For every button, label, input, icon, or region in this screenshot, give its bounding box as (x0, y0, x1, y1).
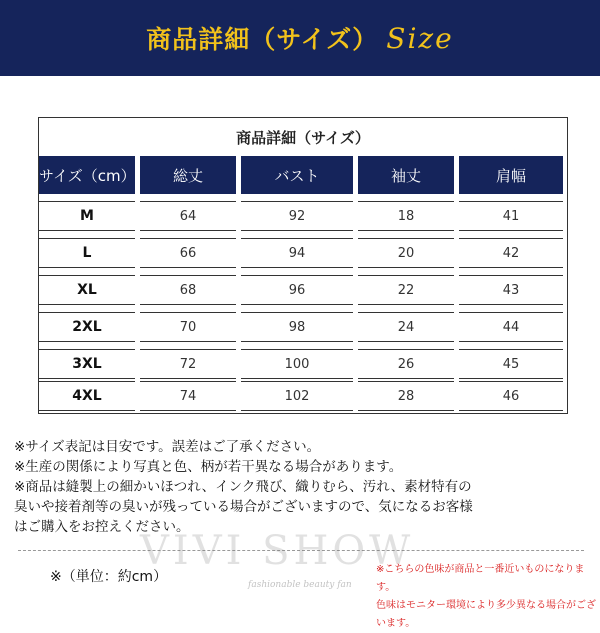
bust-value: 94 (241, 238, 353, 268)
note-line: 臭いや接着剤等の臭いが残っている場合がございますので、気になるお客様 (14, 499, 473, 515)
bust-value: 96 (241, 275, 353, 305)
notes-block (14, 437, 589, 537)
column-header-size: サイズ（cm） (39, 156, 135, 194)
note-line: ※商品は縫製上の細かいほつれ、インク飛び、織りむら、汚れ、素材特有の (14, 479, 472, 495)
bust-value: 98 (241, 312, 353, 342)
table-row (39, 381, 567, 411)
column-header-shoulder: 肩幅 (459, 156, 563, 194)
sleeve-value: 24 (358, 312, 454, 342)
bust-value: 100 (241, 349, 353, 379)
note-line: ※サイズ表記は目安です。誤差はご了承ください。 (14, 439, 321, 455)
header-banner (0, 0, 600, 76)
color-notes (376, 561, 600, 633)
length-value: 66 (140, 238, 236, 268)
size-label: M (39, 201, 135, 231)
size-label: L (39, 238, 135, 268)
table-title: 商品詳細（サイズ） (236, 128, 370, 147)
length-value: 70 (140, 312, 236, 342)
length-value: 72 (140, 349, 236, 379)
length-value: 64 (140, 201, 236, 231)
length-value: 74 (140, 381, 236, 411)
column-header-sleeve: 袖丈 (358, 156, 454, 194)
shoulder-value: 45 (459, 349, 563, 379)
table-header-row (39, 156, 567, 194)
table-row (39, 312, 567, 342)
size-label: 4XL (39, 381, 135, 411)
color-note-line: ※こちらの色味が商品と一番近いものになります。 (376, 564, 585, 593)
sleeve-value: 20 (358, 238, 454, 268)
header-title-en: Size (386, 21, 454, 55)
table-row (39, 238, 567, 268)
size-table (38, 117, 568, 414)
sleeve-value: 26 (358, 349, 454, 379)
sleeve-value: 28 (358, 381, 454, 411)
header-title-jp: 商品詳細（サイズ） (146, 25, 379, 54)
unit-note: ※（単位：約cm） (50, 569, 168, 585)
sleeve-value: 22 (358, 275, 454, 305)
shoulder-value: 44 (459, 312, 563, 342)
brand-watermark-tagline: fashionable beauty fan (248, 580, 352, 590)
size-label: 2XL (39, 312, 135, 342)
note-line: はご購入をお控えください。 (14, 519, 190, 535)
shoulder-value: 42 (459, 238, 563, 268)
column-header-bust: バスト (241, 156, 353, 194)
column-header-length: 総丈 (140, 156, 236, 194)
bust-value: 102 (241, 381, 353, 411)
color-note-line: 色味はモニター環境により多少異なる場合がございます。 (376, 600, 596, 629)
table-row (39, 349, 567, 379)
brand-watermark: VIVI SHOW (140, 528, 415, 574)
note-line: ※生産の関係により写真と色、柄が若干異なる場合があります。 (14, 459, 403, 475)
bust-value: 92 (241, 201, 353, 231)
shoulder-value: 43 (459, 275, 563, 305)
table-row (39, 201, 567, 231)
size-label: 3XL (39, 349, 135, 379)
length-value: 68 (140, 275, 236, 305)
size-label: XL (39, 275, 135, 305)
sleeve-value: 18 (358, 201, 454, 231)
table-row (39, 275, 567, 305)
shoulder-value: 41 (459, 201, 563, 231)
shoulder-value: 46 (459, 381, 563, 411)
